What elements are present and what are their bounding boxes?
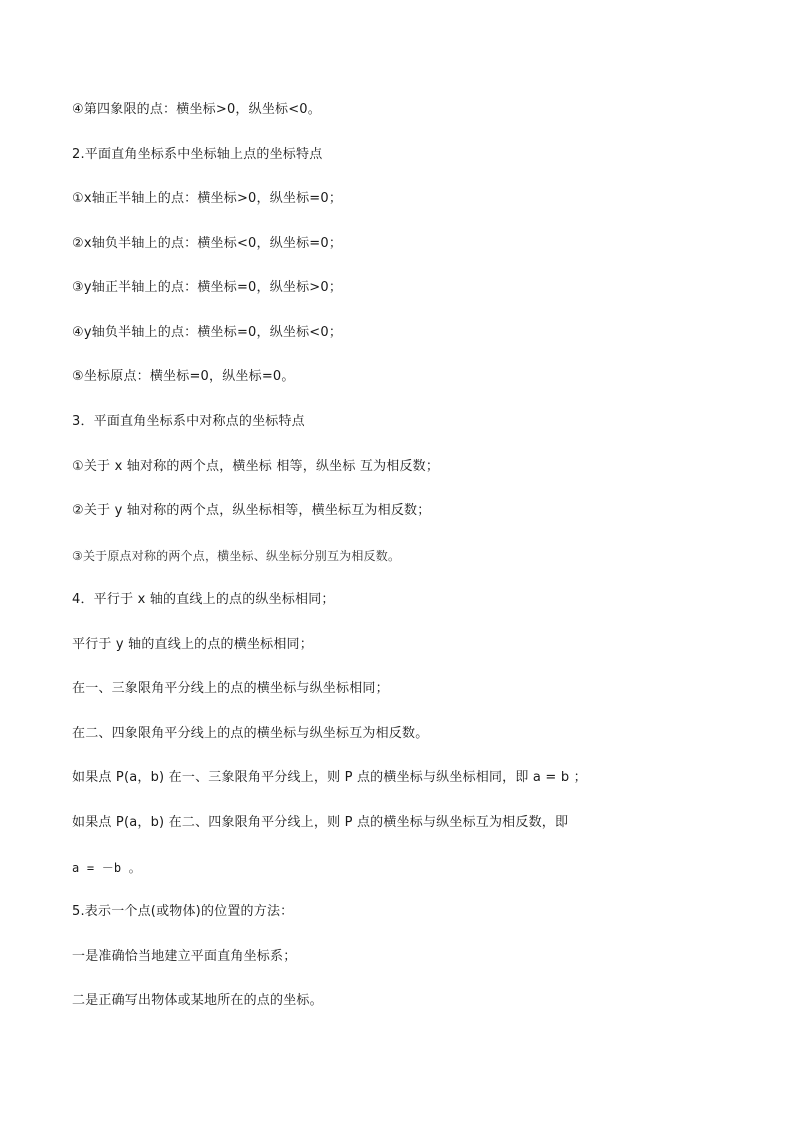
section-heading-axis-points: 2.平面直角坐标系中坐标轴上点的坐标特点	[72, 147, 323, 162]
text-line-x-negative: ②x轴负半轴上的点：横坐标<0，纵坐标=0；	[72, 236, 343, 251]
text-line-equation: a = －b 。	[72, 861, 141, 875]
text-line-bisector-one-three: 在一、三象限角平分线上的点的横坐标与纵坐标相同；	[72, 681, 389, 696]
text-line-quadrant-four: ④第四象限的点：横坐标>0，纵坐标<0。	[72, 102, 321, 117]
text-line-y-positive: ③y轴正半轴上的点：横坐标=0，纵坐标>0；	[72, 280, 343, 295]
text-line-point-p-two-four: 如果点 P(a，b) 在二、四象限角平分线上，则 P 点的横坐标与纵坐标互为相反数，即	[72, 815, 569, 830]
text-line-parallel-y-axis: 平行于 y 轴的直线上的点的横坐标相同；	[72, 637, 313, 652]
text-line-bisector-two-four: 在二、四象限角平分线上的点的横坐标与纵坐标互为相反数。	[72, 726, 429, 741]
text-line-method-one: 一是准确恰当地建立平面直角坐标系；	[72, 949, 297, 964]
section-heading-parallel-lines: 4．平行于 x 轴的直线上的点的纵坐标相同；	[72, 592, 335, 607]
text-line-x-axis-symmetry: ①关于 x 轴对称的两个点，横坐标 相等，纵坐标 互为相反数；	[72, 459, 440, 474]
text-line-method-two: 二是正确写出物体或某地所在的点的坐标。	[72, 993, 323, 1008]
section-heading-position-method: 5.表示一个点(或物体)的位置的方法：	[72, 904, 294, 919]
text-line-point-p-one-three: 如果点 P(a，b) 在一、三象限角平分线上，则 P 点的横坐标与纵坐标相同，即 a = b ；	[72, 770, 587, 785]
text-line-origin-symmetry: ③关于原点对称的两个点，横坐标、纵坐标分别互为相反数。	[72, 549, 401, 563]
text-line-y-axis-symmetry: ②关于 y 轴对称的两个点，纵坐标相等，横坐标互为相反数；	[72, 503, 431, 518]
text-line-origin: ⑤坐标原点：横坐标=0，纵坐标=0。	[72, 369, 295, 384]
section-heading-symmetric-points: 3．平面直角坐标系中对称点的坐标特点	[72, 414, 305, 429]
text-line-y-negative: ④y轴负半轴上的点：横坐标=0，纵坐标<0；	[72, 325, 343, 340]
text-line-x-positive: ①x轴正半轴上的点：横坐标>0，纵坐标=0；	[72, 191, 343, 206]
